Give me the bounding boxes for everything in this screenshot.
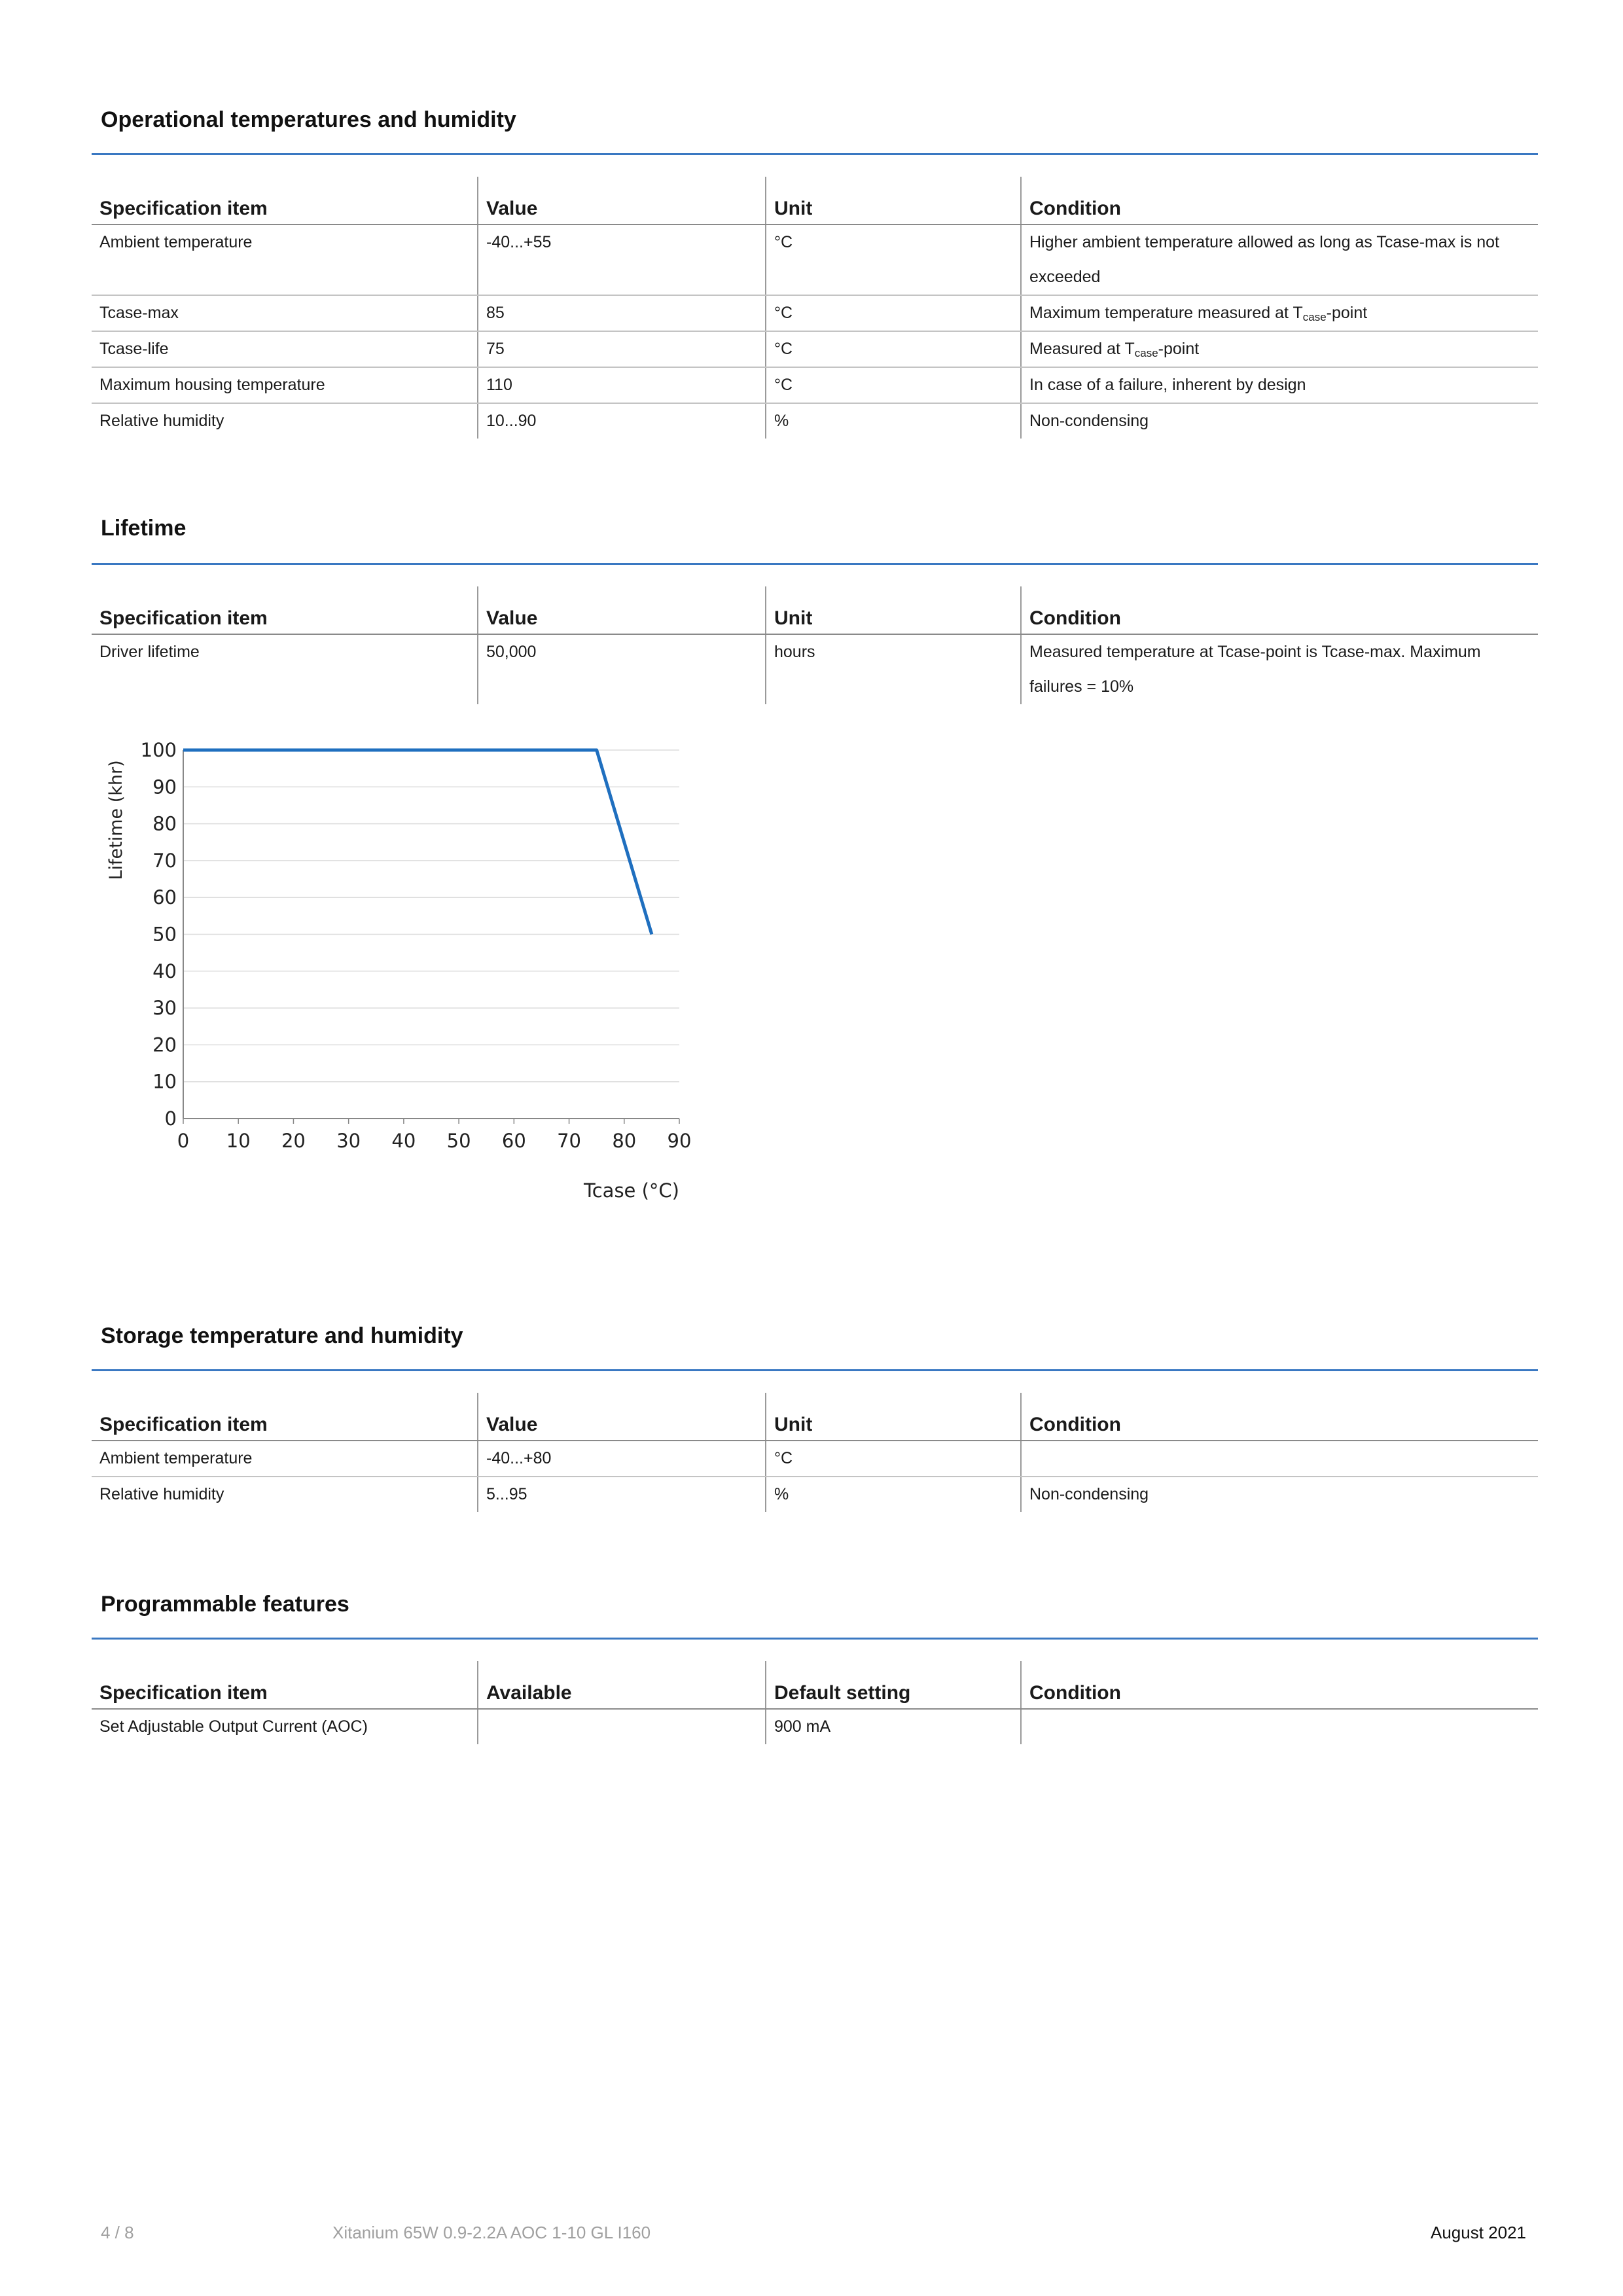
footer-page-number: 4 / 8 <box>101 2223 134 2242</box>
y-tick-label: 20 <box>152 1033 177 1056</box>
y-tick-label: 0 <box>164 1107 177 1130</box>
table-row <box>92 1477 1538 1512</box>
cell-unit: °C <box>766 1441 1021 1477</box>
lifetime-chart <box>92 726 707 1224</box>
table-header-row <box>92 1661 1538 1709</box>
storage-table <box>92 1393 1538 1512</box>
lifetime-table <box>92 586 1538 704</box>
section-title: Operational temperatures and humidity <box>101 107 516 132</box>
table-row <box>92 634 1538 704</box>
section-title: Programmable features <box>101 1592 349 1617</box>
cell-value: 110 <box>478 367 766 403</box>
footer-product-name: Xitanium 65W 0.9-2.2A AOC 1-10 GL I160 <box>332 2223 651 2242</box>
table-row <box>92 224 1538 295</box>
cell-value: 10...90 <box>478 403 766 439</box>
condition-subscript: case <box>1134 347 1158 359</box>
x-tick-label: 90 <box>667 1130 692 1152</box>
condition-text: Maximum temperature measured at T <box>1029 304 1303 322</box>
column-header: Specification item <box>92 1393 478 1441</box>
cell-item: Ambient temperature <box>92 1441 478 1477</box>
column-header: Condition <box>1021 1393 1538 1441</box>
column-header: Available <box>478 1661 766 1709</box>
programmable-table <box>92 1661 1538 1744</box>
cell-unit: % <box>766 403 1021 439</box>
cell-condition: Higher ambient temperature allowed as long as Tcase-max is not exceeded <box>1021 224 1538 295</box>
table-header-row <box>92 1393 1538 1441</box>
y-tick-label: 40 <box>152 960 177 982</box>
y-tick-label: 80 <box>152 812 177 835</box>
y-axis-label: Lifetime (khr) <box>106 760 126 880</box>
x-tick-label: 80 <box>612 1130 637 1152</box>
column-header: Condition <box>1021 586 1538 634</box>
column-header: Unit <box>766 1393 1021 1441</box>
cell-default: 900 mA <box>766 1709 1021 1744</box>
cell-condition: Non-condensing <box>1021 1477 1538 1512</box>
column-header: Unit <box>766 586 1021 634</box>
x-tick-label: 60 <box>501 1130 526 1152</box>
cell-available <box>478 1709 766 1744</box>
column-header: Specification item <box>92 1661 478 1709</box>
table-header-row <box>92 586 1538 634</box>
cell-item: Tcase-max <box>92 295 478 331</box>
x-tick-label: 10 <box>226 1130 251 1152</box>
cell-unit: % <box>766 1477 1021 1512</box>
section-title: Storage temperature and humidity <box>101 1323 463 1348</box>
section-divider <box>92 1638 1538 1640</box>
y-tick-label: 70 <box>152 849 177 872</box>
cell-unit: °C <box>766 367 1021 403</box>
column-header: Specification item <box>92 586 478 634</box>
cell-condition <box>1021 331 1538 367</box>
column-header: Unit <box>766 177 1021 224</box>
table-row <box>92 295 1538 331</box>
cell-value: 75 <box>478 331 766 367</box>
column-header: Condition <box>1021 177 1538 224</box>
cell-item: Driver lifetime <box>99 643 200 661</box>
cell-value: -40...+55 <box>478 224 766 295</box>
y-tick-label: 10 <box>152 1070 177 1093</box>
table-row <box>92 367 1538 403</box>
condition-subscript: case <box>1302 311 1327 323</box>
cell-item: Relative humidity <box>99 412 224 430</box>
x-axis-label: Tcase (°C) <box>583 1179 679 1202</box>
x-tick-label: 20 <box>281 1130 306 1152</box>
cell-condition: In case of a failure, inherent by design <box>1021 367 1538 403</box>
y-tick-label: 60 <box>152 886 177 909</box>
y-tick-label: 50 <box>152 923 177 946</box>
cell-value: 50,000 <box>478 634 766 704</box>
cell-condition <box>1021 1709 1538 1744</box>
cell-unit: °C <box>766 224 1021 295</box>
cell-condition: Measured temperature at Tcase-point is Tcase-max. Maximum failures = 10% <box>1021 634 1538 704</box>
x-tick-label: 50 <box>446 1130 471 1152</box>
x-tick-label: 30 <box>336 1130 361 1152</box>
y-tick-label: 100 <box>140 739 177 761</box>
cell-unit: °C <box>766 331 1021 367</box>
column-header: Condition <box>1021 1661 1538 1709</box>
cell-item: Ambient temperature <box>92 224 478 295</box>
operational-table <box>92 177 1538 439</box>
cell-item: Set Adjustable Output Current (AOC) <box>99 1717 368 1736</box>
table-row <box>92 331 1538 367</box>
cell-condition: Non-condensing <box>1021 403 1538 439</box>
series-line <box>183 750 652 935</box>
table-row <box>92 1709 1538 1744</box>
section-divider <box>92 153 1538 155</box>
column-header: Default setting <box>766 1661 1021 1709</box>
y-tick-label: 30 <box>152 997 177 1020</box>
x-tick-label: 0 <box>177 1130 190 1152</box>
condition-text: -point <box>1326 304 1368 322</box>
y-tick-label: 90 <box>152 776 177 798</box>
section-divider <box>92 563 1538 565</box>
footer-date: August 2021 <box>1430 2223 1526 2242</box>
table-row <box>92 403 1538 439</box>
table-row <box>92 1441 1538 1477</box>
table-header-row <box>92 177 1538 224</box>
section-title: Lifetime <box>101 516 187 541</box>
column-header: Value <box>478 177 766 224</box>
cell-unit: °C <box>766 295 1021 331</box>
section-divider <box>92 1369 1538 1371</box>
cell-condition <box>1021 295 1538 331</box>
cell-value: 85 <box>478 295 766 331</box>
cell-item: Tcase-life <box>92 331 478 367</box>
condition-text: Measured at T <box>1029 340 1135 358</box>
column-header: Specification item <box>92 177 478 224</box>
x-tick-label: 40 <box>391 1130 416 1152</box>
cell-condition <box>1021 1441 1538 1477</box>
condition-text: -point <box>1158 340 1200 358</box>
cell-item: Maximum housing temperature <box>92 367 478 403</box>
cell-value: 5...95 <box>478 1477 766 1512</box>
cell-value: -40...+80 <box>478 1441 766 1477</box>
column-header: Value <box>478 586 766 634</box>
column-header: Value <box>478 1393 766 1441</box>
cell-unit: hours <box>766 634 1021 704</box>
cell-item: Relative humidity <box>99 1485 224 1503</box>
x-tick-label: 70 <box>557 1130 582 1152</box>
